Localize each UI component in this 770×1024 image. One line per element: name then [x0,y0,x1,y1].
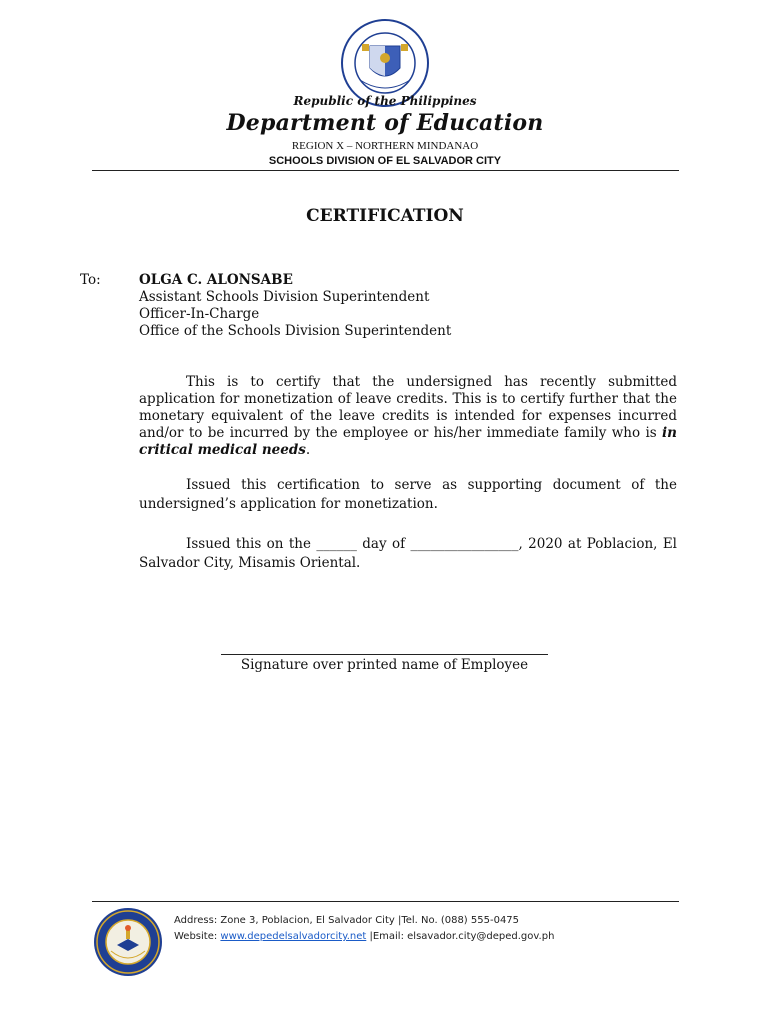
addressee-line: Officer-In-Charge [139,306,260,322]
paragraph-end: . [305,442,311,458]
issuance-paragraph [139,535,677,573]
footer-email: |Email: elsavador.city@deped.gov.ph [366,931,555,942]
division-heading: SCHOOLS DIVISION OF EL SALVADOR CITY [268,155,502,167]
paragraph-text: Issued this on the ______ day of ________________, 2020 at Poblacion, El Salvador City, Misamis Oriental. [139,536,677,571]
footer-address: Address: Zone 3, Poblacion, El Salvador City |Tel. No. (088) 555-0475 [174,915,520,926]
footer-contact [174,931,554,942]
to-label: To: [80,272,101,288]
certification-paragraph [139,374,677,459]
department-heading: Department of Education [226,110,544,136]
region-heading: REGION X – NORTHERN MINDANAO [291,140,479,152]
emphasis-text: in critical medical needs [139,425,677,458]
paragraph-text: Issued this certification to serve as supporting document of the undersigned’s application for monetization. [139,477,677,512]
addressee-name: OLGA C. ALONSABE [139,272,293,288]
addressee-line: Office of the Schools Division Superintendent [139,323,452,339]
division-seal-icon [93,907,163,977]
website-label: Website: [174,931,221,942]
header-divider [92,170,679,171]
addressee-block [139,272,451,340]
addressee-line: Assistant Schools Division Superintendent [139,289,430,305]
republic-heading: Republic of the Philippines [293,94,477,108]
signature-line [221,654,548,655]
footer-divider [92,901,679,902]
signature-label: Signature over printed name of Employee [240,657,529,673]
website-link[interactable]: www.depedelsalvadorcity.net [220,931,367,942]
paragraph-text: This is to certify that the undersigned has recently submitted application for monetization of leave credits. This is to certify further that the monetary equivalent of the leave credits is intended for expenses incurred and/or to be incurred by the employee or his/her immediate family who is [139,374,677,441]
purpose-paragraph [139,476,677,514]
document-title: CERTIFICATION [306,206,464,226]
